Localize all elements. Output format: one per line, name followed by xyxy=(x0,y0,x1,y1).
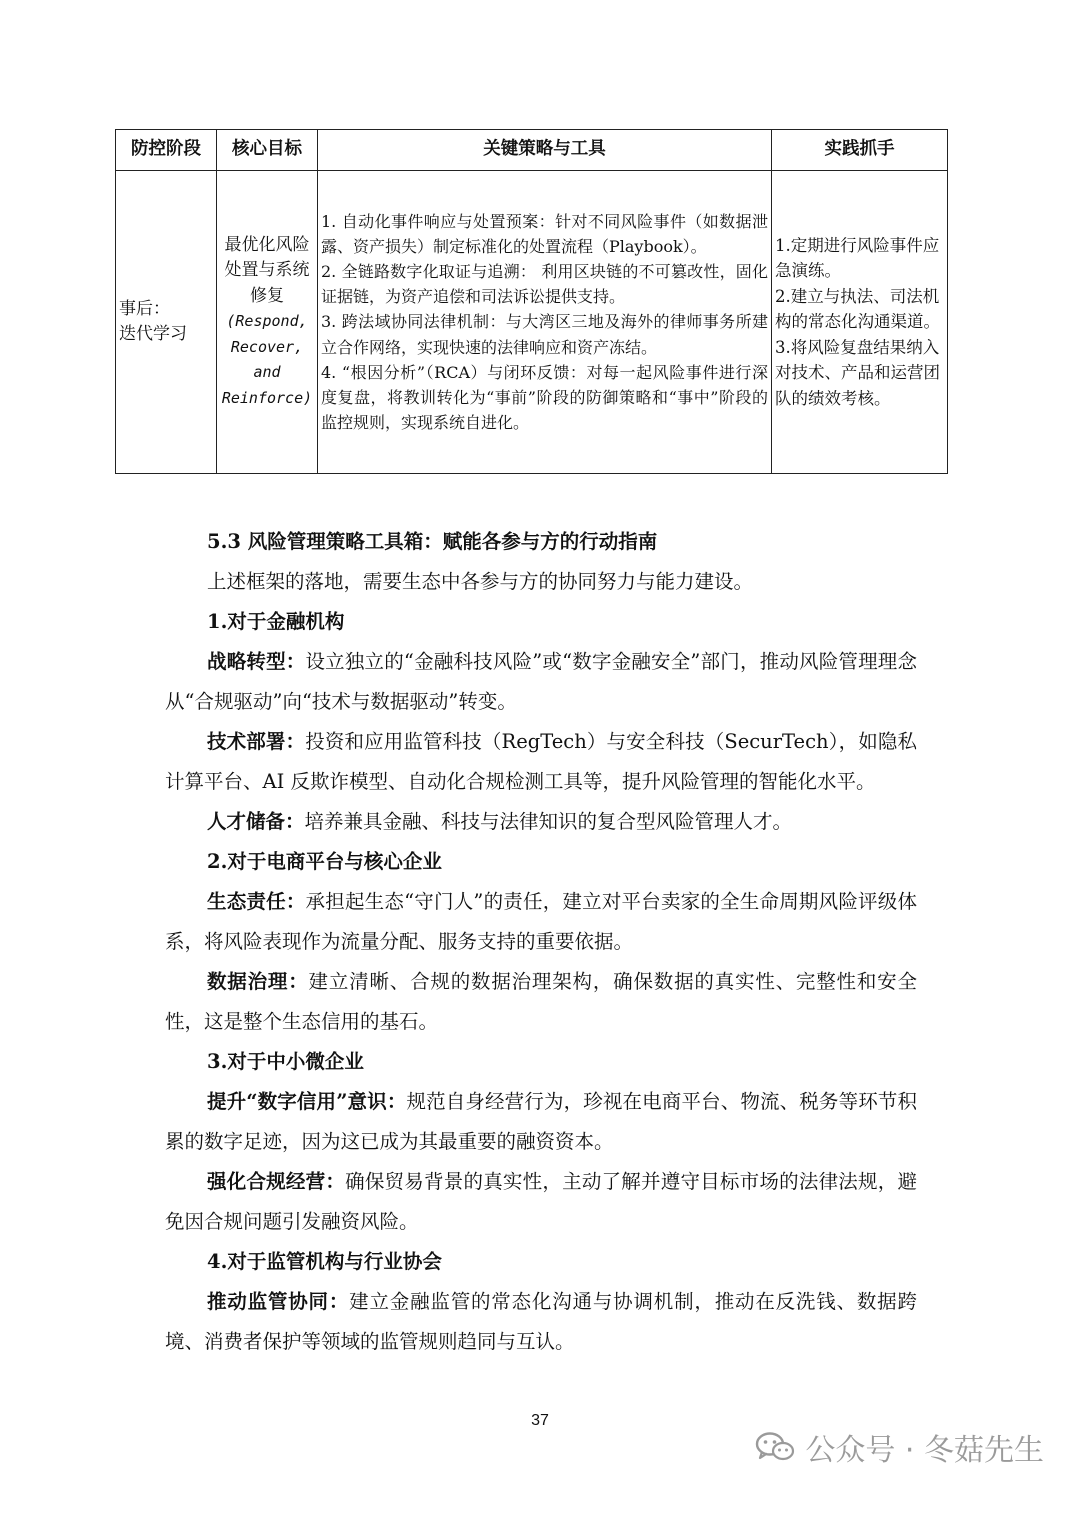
paragraph-item xyxy=(165,882,917,962)
header-phase: 防控阶段 xyxy=(116,130,217,171)
item-text: 培养兼具金融、科技与法律知识的复合型风险管理人才。 xyxy=(304,810,793,833)
header-strategy: 关键策略与工具 xyxy=(318,130,772,171)
item-text: 设立独立的“金融科技风险”或“数字金融安全”部门，推动风险管理理念从“合规驱动”向“技术与数据驱动”转变。 xyxy=(165,650,917,713)
group-heading-regulator: 4.对于监管机构与行业协会 xyxy=(207,1250,442,1273)
practice-item: 1.定期进行风险事件应急演练。 xyxy=(775,235,940,281)
wechat-icon xyxy=(755,1431,795,1463)
section-intro: 上述框架的落地，需要生态中各参与方的协同努力与能力建设。 xyxy=(207,570,754,593)
strategy-item: 4. “根因分析”（RCA）与闭环反馈：对每一起风险事件进行深度复盘，将教训转化为“事前”阶段的防御策略和“事中”阶段的监控规则，实现系统自进化。 xyxy=(321,362,768,433)
header-practice: 实践抓手 xyxy=(772,130,948,171)
group-heading-financial: 1.对于金融机构 xyxy=(207,610,345,633)
item-label: 强化合规经营： xyxy=(207,1170,346,1193)
cell-practices xyxy=(772,171,948,474)
paragraph-item xyxy=(165,722,917,802)
paragraph-item xyxy=(165,802,917,842)
paragraph-item xyxy=(165,642,917,722)
table-row xyxy=(116,171,948,474)
cell-strategies xyxy=(318,171,772,474)
paragraph-item xyxy=(165,1162,917,1242)
paragraph-item xyxy=(165,962,917,1042)
group-heading-sme: 3.对于中小微企业 xyxy=(207,1050,364,1073)
strategy-item: 3. 跨法域协同法律机制：与大湾区三地及海外的律师事务所建立合作网络，实现快速的法律响应和资产冻结。 xyxy=(321,312,768,357)
item-text: 承担起生态“守门人”的责任，建立对平台卖家的全生命周期风险评级体系，将风险表现作为流量分配、服务支持的重要依据。 xyxy=(165,890,917,953)
item-label: 技术部署： xyxy=(207,730,306,753)
practice-item: 3.将风险复盘结果纳入对技术、产品和运营团队的绩效考核。 xyxy=(775,337,940,408)
item-text: 投资和应用监管科技（RegTech）与安全科技（SecurTech），如隐私计算平台、AI 反欺诈模型、自动化合规检测工具等，提升风险管理的智能化水平。 xyxy=(165,730,917,793)
item-label: 战略转型： xyxy=(207,650,306,673)
section-body xyxy=(165,522,917,1362)
item-label: 提升“数字信用”意识： xyxy=(207,1090,407,1113)
item-text: 确保贸易背景的真实性，主动了解并遵守目标市场的法律法规，避免因合规问题引发融资风险。 xyxy=(165,1170,917,1233)
item-text: 建立清晰、合规的数据治理架构，确保数据的真实性、完整性和安全性，这是整个生态信用的基石。 xyxy=(165,970,917,1033)
paragraph-item xyxy=(165,1282,917,1362)
item-text: 建立金融监管的常态化沟通与协调机制，推动在反洗钱、数据跨境、消费者保护等领域的监管规则趋同与互认。 xyxy=(165,1290,917,1353)
header-goal: 核心目标 xyxy=(217,130,318,171)
item-text: 规范自身经营行为，珍视在电商平台、物流、税务等环节积累的数字足迹，因为这已成为其最重要的融资资本。 xyxy=(165,1090,917,1153)
practice-item: 2.建立与执法、司法机构的常态化沟通渠道。 xyxy=(775,286,940,332)
strategy-item: 1. 自动化事件响应与处置预案：针对不同风险事件（如数据泄露、资产损失）制定标准化的处置流程（Playbook）。 xyxy=(321,211,768,256)
table-header-row xyxy=(116,130,948,171)
risk-control-table xyxy=(115,129,948,474)
watermark xyxy=(755,1425,1044,1469)
section-title: 5.3 风险管理策略工具箱：赋能各参与方的行动指南 xyxy=(207,530,658,553)
item-label: 推动监管协同： xyxy=(207,1290,350,1313)
cell-phase: 事后： 迭代学习 xyxy=(116,171,217,474)
group-heading-ecommerce: 2.对于电商平台与核心企业 xyxy=(207,850,442,873)
watermark-text: 公众号 · 冬菇先生 xyxy=(805,1433,1044,1468)
page-number: 37 xyxy=(531,1412,549,1429)
item-label: 生态责任： xyxy=(207,890,306,913)
item-label: 人才储备： xyxy=(207,810,305,833)
paragraph-item xyxy=(165,1082,917,1162)
cell-goal: 最优化风险 处置与系统 修复 (Respond, Recover, and Reinforce) xyxy=(217,171,318,474)
strategy-item: 2. 全链路数字化取证与追溯： 利用区块链的不可篡改性，固化证据链，为资产追偿和司法诉讼提供支持。 xyxy=(321,261,768,307)
item-label: 数据治理： xyxy=(207,970,309,993)
